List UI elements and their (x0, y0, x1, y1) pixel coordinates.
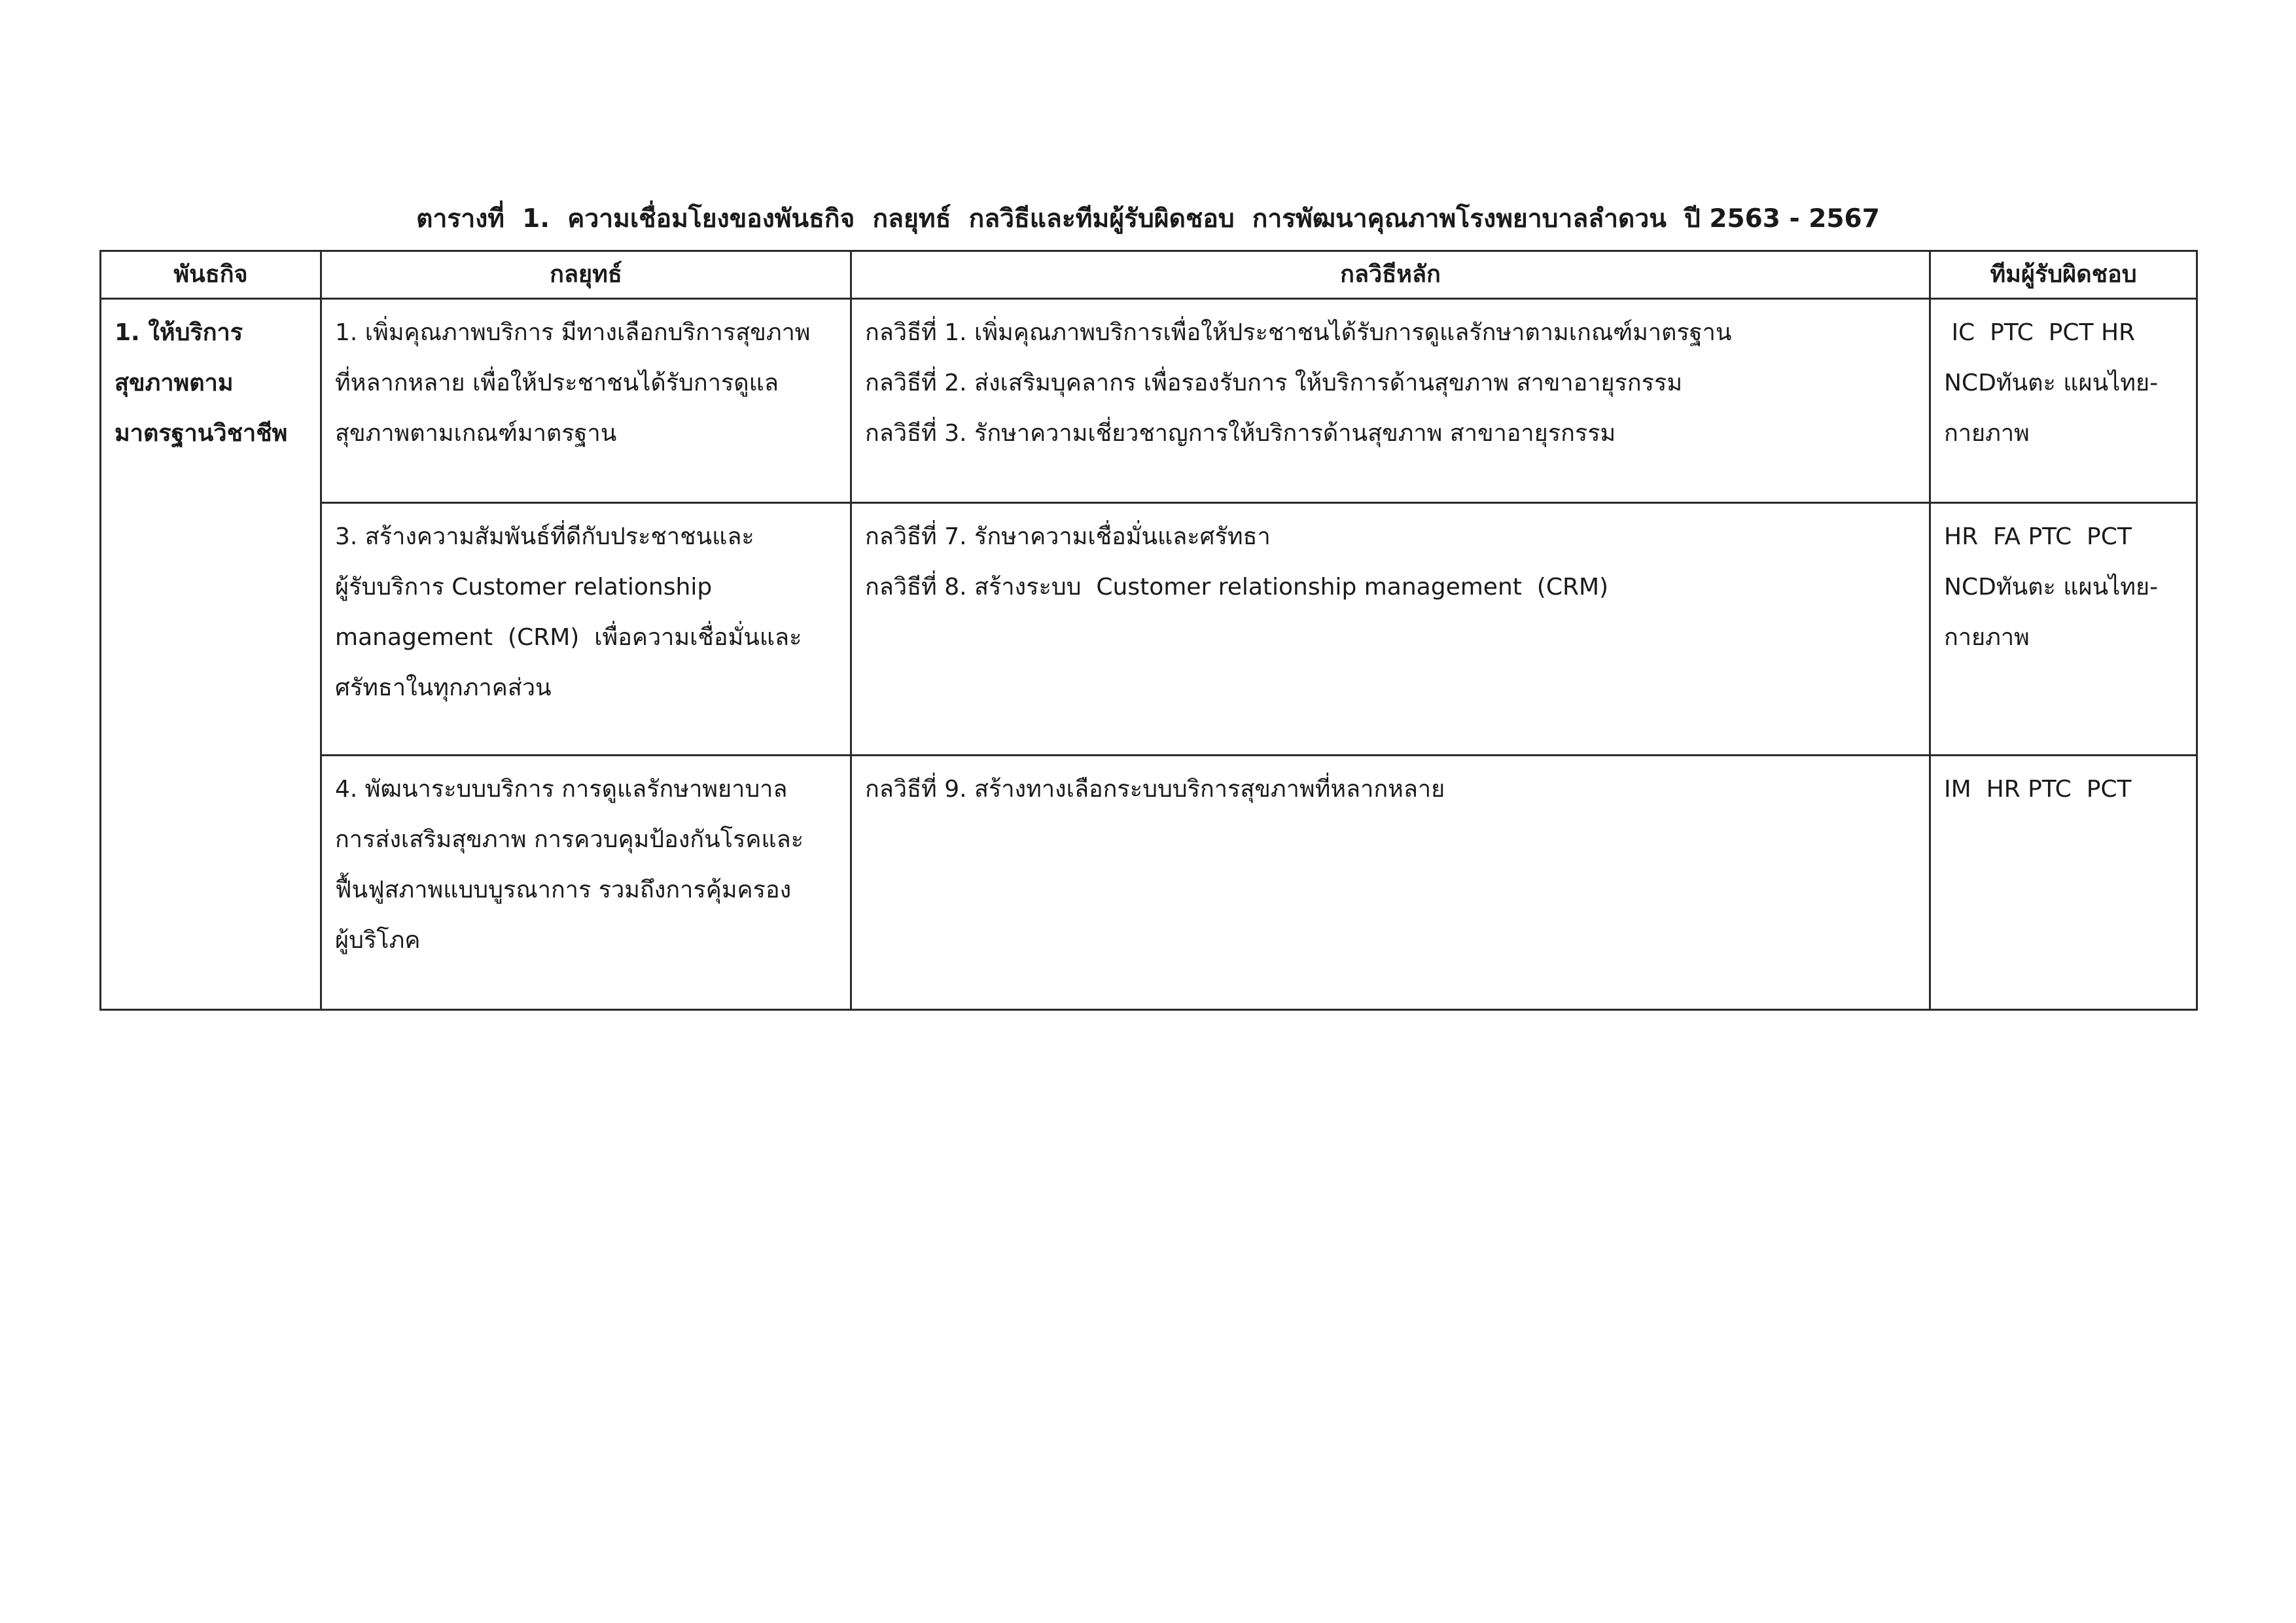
table-row (101, 756, 2197, 1010)
strategy-line: 1. เพิ่มคุณภาพบริการ มีทางเลือกบริการสุขภาพ (335, 319, 811, 346)
strategy-line: ผู้รับบริการ Customer relationship (335, 574, 713, 601)
team-line: กายภาพ (1944, 420, 2030, 447)
tactics-cell (851, 299, 1930, 503)
tactic-line: กลวิธีที่ 2. ส่งเสริมบุคลากร เพื่อรองรับการ ให้บริการด้านสุขภาพ สาขาอายุรกรรม (865, 370, 1683, 396)
strategy-line: การส่งเสริมสุขภาพ การควบคุมป้องกันโรคและ (335, 826, 804, 853)
strategy-cell (321, 756, 851, 1010)
strategy-line: 3. สร้างความสัมพันธ์ที่ดีกับประชาชนและ (335, 523, 754, 550)
strategy-line: ที่หลากหลาย เพื่อให้ประชาชนได้รับการดูแล (335, 370, 779, 396)
mission-line: 1. ให้บริการ (115, 319, 243, 346)
tactics-cell (851, 756, 1930, 1010)
strategy-line: ศรัทธาในทุกภาคส่วน (335, 674, 552, 701)
strategy-cell (321, 299, 851, 503)
mission-line: สุขภาพตาม (115, 370, 234, 396)
header-mission: พันธกิจ (101, 251, 321, 299)
header-team: ทีมผู้รับผิดชอบ (1930, 251, 2197, 299)
tactic-line: กลวิธีที่ 7. รักษาความเชื่อมั่นและศรัทธา (865, 523, 1271, 550)
table-row (101, 503, 2197, 756)
table-row (101, 299, 2197, 503)
team-line: IC PTC PCT HR (1944, 319, 2136, 346)
strategy-line: สุขภาพตามเกณฑ์มาตรฐาน (335, 420, 617, 447)
tactic-line: กลวิธีที่ 8. สร้างระบบ Customer relationship management (CRM) (865, 574, 1609, 601)
header-row (101, 251, 2197, 299)
team-line: กายภาพ (1944, 624, 2030, 651)
document-title: ตารางที่ 1. ความเชื่อมโยงของพันธกิจ กลยุทธ์ กลวิธีและทีมผู้รับผิดชอบ การพัฒนาคุณภาพโรงพยาบาลลำดวน ปี 2563 - 2567 (416, 204, 1880, 234)
team-line: HR FA PTC PCT (1944, 523, 2132, 550)
header-tactics: กลวิธีหลัก (851, 251, 1930, 299)
strategy-cell (321, 503, 851, 756)
team-cell (1930, 756, 2197, 1010)
tactics-cell (851, 503, 1930, 756)
header-strategy: กลยุทธ์ (321, 251, 851, 299)
team-cell (1930, 299, 2197, 503)
team-line: IM HR PTC PCT (1944, 776, 2132, 803)
strategy-line: ฟื้นฟูสภาพแบบบูรณาการ รวมถึงการคุ้มครอง (335, 877, 792, 903)
mission-cell (101, 299, 321, 1010)
team-cell (1930, 503, 2197, 756)
tactic-line: กลวิธีที่ 9. สร้างทางเลือกระบบบริการสุขภาพที่หลากหลาย (865, 776, 1445, 803)
tactic-line: กลวิธีที่ 3. รักษาความเชี่ยวชาญการให้บริการด้านสุขภาพ สาขาอายุรกรรม (865, 420, 1616, 447)
strategy-line: ผู้บริโภค (335, 927, 421, 954)
strategy-line: 4. พัฒนาระบบบริการ การดูแลรักษาพยาบาล (335, 776, 788, 803)
tactic-line: กลวิธีที่ 1. เพิ่มคุณภาพบริการเพื่อให้ประชาชนได้รับการดูแลรักษาตามเกณฑ์มาตรฐาน (865, 319, 1732, 346)
strategy-line: management (CRM) เพื่อความเชื่อมั่นและ (335, 624, 802, 651)
team-line: NCDทันตะ แผนไทย- (1944, 370, 2159, 396)
mission-strategy-table (99, 250, 2198, 1011)
mission-line: มาตรฐานวิชาชีพ (115, 420, 288, 447)
team-line: NCDทันตะ แผนไทย- (1944, 574, 2159, 601)
